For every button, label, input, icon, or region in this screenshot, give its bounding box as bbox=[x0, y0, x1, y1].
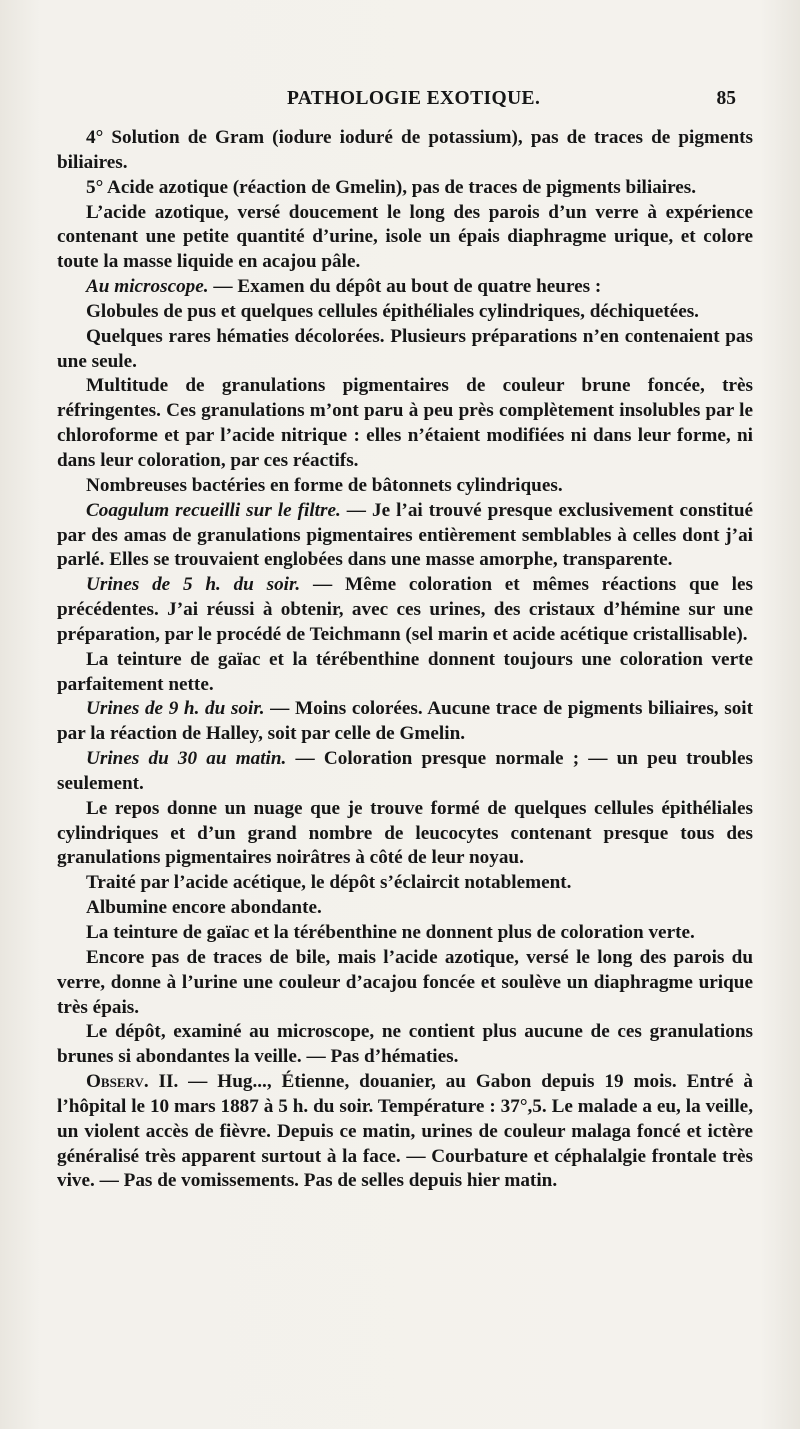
paragraph bbox=[57, 126, 753, 176]
paragraph bbox=[57, 1020, 753, 1070]
paragraph bbox=[57, 201, 753, 276]
paragraph bbox=[57, 896, 753, 921]
paragraph bbox=[57, 300, 753, 325]
page-header bbox=[112, 88, 736, 114]
paragraph-lead: Coagulum recueilli sur le filtre. bbox=[86, 499, 341, 521]
paragraph-text: Albumine encore abondante. bbox=[86, 897, 322, 919]
paragraph-text: 5° Acide azotique (réaction de Gmelin), pas de traces de pigments biliaires. bbox=[86, 176, 697, 198]
paragraph-text: Quelques rares hématies décolorées. Plusieurs préparations n’en contenaient pas une seule. bbox=[57, 325, 753, 372]
paragraph-text: — Même coloration et mêmes réactions que les précédentes. J’ai réussi à obtenir, avec ces urines, des cristaux d’hémine sur une préparation, par le procédé de Teichmann (sel marin et acide acétique cristallisable). bbox=[57, 574, 753, 645]
page-number: 85 bbox=[716, 88, 736, 109]
paragraph bbox=[57, 648, 753, 698]
paragraph bbox=[57, 797, 753, 872]
paragraph bbox=[57, 697, 753, 747]
paragraph bbox=[57, 921, 753, 946]
paragraph bbox=[57, 176, 753, 201]
paragraph bbox=[57, 374, 753, 473]
paragraph bbox=[57, 946, 753, 1021]
paragraph-lead: Urines de 5 h. du soir. bbox=[86, 574, 301, 596]
paragraph bbox=[57, 325, 753, 375]
paragraph-text: Encore pas de traces de bile, mais l’acide azotique, versé le long des parois du verre, donne à l’urine une couleur d’acajou foncée et soulève un diaphragme urique très épais. bbox=[57, 946, 753, 1018]
paragraph bbox=[57, 1070, 753, 1194]
paragraph bbox=[57, 275, 753, 300]
paragraph-text: II. — Hug..., Étienne, douanier, au Gabon depuis 19 mois. Entré à l’hôpital le 10 mars 1887 à 5 h. du soir. Température : 37°,5. Le malade a eu, la veille, un violent accès de fièvre. Depuis ce matin, urines de couleur malaga foncé et ictère généralisé très apparent surtout à la face. — Courbature et céphalalgie frontale très vive. — Pas de vomissements. Pas de selles depuis hier matin. bbox=[57, 1071, 753, 1192]
paragraph-text: Le dépôt, examiné au microscope, ne contient plus aucune de ces granulations brunes si abondantes la veille. — Pas d’hématies. bbox=[57, 1021, 753, 1068]
paragraph bbox=[57, 871, 753, 896]
paragraph-text: Nombreuses bactéries en forme de bâtonnets cylindriques. bbox=[86, 474, 563, 496]
body-text bbox=[57, 126, 753, 1194]
paragraph-text: Multitude de granulations pigmentaires de couleur brune foncée, très réfringentes. Ces granulations m’ont paru à peu près complètement insolubles par le chloroforme et par l’acide nitrique : elles n’étaient modifiées ni dans leur forme, ni dans leur coloration, par ces réactifs. bbox=[57, 375, 753, 471]
paragraph bbox=[57, 474, 753, 499]
running-title: PATHOLOGIE EXOTIQUE. bbox=[287, 88, 541, 109]
paragraph-text: — Je l’ai trouvé presque exclusivement constitué par des amas de granulations pigmentaires entièrement semblables à celles dont j’ai parlé. Elles se trouvaient englobées dans une masse amorphe, transparente. bbox=[57, 499, 754, 571]
paragraph-text: Traité par l’acide acétique, le dépôt s’éclaircit notablement. bbox=[86, 872, 572, 894]
paragraph-text: Globules de pus et quelques cellules épithéliales cylindriques, déchiquetées. bbox=[86, 300, 699, 322]
paragraph-text: La teinture de gaïac et la térébenthine donnent toujours une coloration verte parfaitement nette. bbox=[57, 648, 753, 695]
paragraph bbox=[57, 573, 753, 648]
paragraph-lead: Urines du 30 au matin. bbox=[86, 748, 287, 770]
paragraph-lead: Urines de 9 h. du soir. bbox=[86, 698, 265, 720]
paragraph-text: La teinture de gaïac et la térébenthine ne donnent plus de coloration verte. bbox=[86, 922, 695, 943]
paragraph-text: L’acide azotique, versé doucement le long des parois d’un verre à expérience contenant une petite quantité d’urine, isole un épais diaphragme urique, et colore toute la masse liquide en acajou pâle. bbox=[57, 201, 753, 273]
paragraph bbox=[57, 747, 753, 797]
paragraph-lead: Au microscope. bbox=[86, 276, 209, 298]
paragraph-text: — Coloration presque normale ; — un peu troubles seulement. bbox=[57, 748, 753, 794]
paragraph-text: 4° Solution de Gram (iodure ioduré de potassium), pas de traces de pigments biliaires. bbox=[57, 127, 753, 173]
paragraph-text: Le repos donne un nuage que je trouve formé de quelques cellules épithéliales cylindriques et d’un grand nombre de leucocytes contenant presque tous des granulations pigmentaires noirâtres à côté de leur noyau. bbox=[57, 797, 753, 869]
paragraph-text: — Moins colorées. Aucune trace de pigments biliaires, soit par la réaction de Halley, soit par celle de Gmelin. bbox=[57, 698, 754, 745]
observation-label: Observ. bbox=[86, 1071, 149, 1093]
paragraph bbox=[57, 499, 753, 574]
paragraph-text: — Examen du dépôt au bout de quatre heures : bbox=[208, 276, 602, 298]
